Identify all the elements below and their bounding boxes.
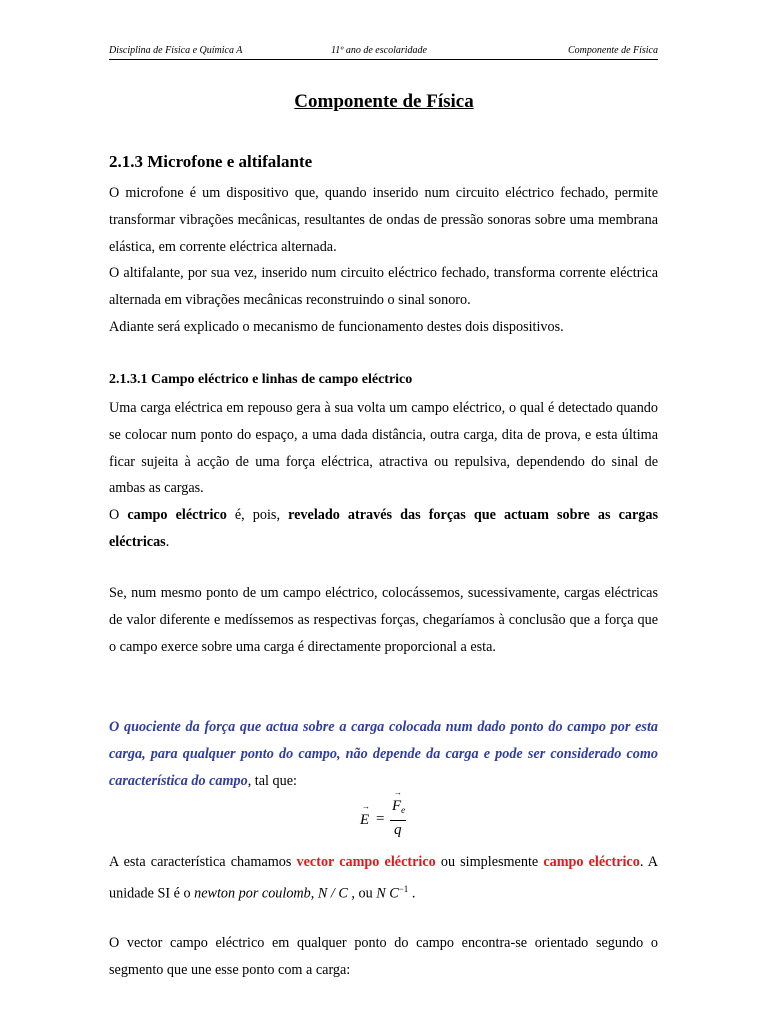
p2-text-c: é, pois,: [226, 507, 289, 523]
vector-arrow-icon: →: [394, 788, 402, 797]
formula-numerator: [392, 798, 405, 815]
p5-campo-electrico: campo eléctrico: [543, 854, 640, 870]
p5-text-i: , ou: [347, 885, 377, 902]
section-heading: 2.1.3 Microfone e altifalante: [109, 152, 313, 171]
p2-revelado-bold: revelado através das forças que actuam sobre as cargas eléctricas: [109, 507, 658, 550]
p5-vector-campo-electrico: vector campo eléctrico: [296, 854, 436, 870]
p2-text-a: O: [109, 507, 128, 523]
section-paragraph-1: O microfone é um dispositivo que, quando inserido num circuito eléctrico fechado, permite transformar vibrações mecânicas, resultantes de ondas de pressão sonoras sobre uma membrana elástica, em corrente eléctrica alternada.: [109, 185, 658, 255]
p4-text-end: , tal que:: [247, 772, 297, 789]
subsection-paragraph-4: [109, 714, 658, 794]
fraction-bar: [390, 820, 406, 821]
subsection-paragraph-2: [109, 502, 658, 556]
p5-unit-n-per-c: N / C: [317, 885, 348, 902]
page-header: [109, 44, 658, 60]
formula-force: F: [392, 798, 402, 814]
header-school-year: 11º ano de escolaridade: [331, 45, 427, 56]
header-component: Componente de Física: [568, 45, 658, 56]
p2-campo-electrico: campo eléctrico: [127, 507, 227, 523]
p5-text-g: ,: [310, 885, 318, 902]
vector-arrow-icon: →: [362, 802, 370, 811]
section-paragraph-2: O altifalante, por sua vez, inserido num circuito eléctrico fechado, transforma corrente eléctrica alternada em vibrações mecânicas reconstruindo o sinal sonoro.: [109, 265, 658, 308]
p5-text-c: ou simplesmente: [435, 854, 544, 870]
formula-force-subscript: e: [401, 805, 406, 815]
subsection-heading: 2.1.3.1 Campo eléctrico e linhas de campo eléctrico: [109, 372, 413, 387]
p5-text-l: .: [408, 885, 416, 902]
p5-text-a: A esta característica chamamos: [109, 854, 297, 870]
p2-text-e: .: [165, 533, 170, 550]
p4-definition-highlight: O quociente da força que actua sobre a carga colocada num dado ponto do campo por esta carga, para qualquer ponto do campo, não depende da carga e pode ser considerado como característica do campo: [109, 719, 658, 789]
formula-denominator: q: [394, 822, 402, 838]
formula-lhs: E: [360, 812, 370, 828]
subsection-paragraph-1: Uma carga eléctrica em repouso gera à sua volta um campo eléctrico, o qual é detectado quando se colocar num ponto do espaço, a uma dada distância, outra carga, dita de prova, e esta última ficar sujeita à acção de uma força eléctrica, atractiva ou repulsiva, dependendo do sinal de ambas as cargas.: [109, 400, 658, 497]
page-title: Componente de Física: [294, 91, 474, 112]
p5-unit-exponent: −1: [398, 883, 409, 894]
subsection-paragraph-6: O vector campo eléctrico em qualquer ponto do campo encontra-se orientado segundo o segmento que une esse ponto com a carga:: [109, 935, 658, 978]
header-discipline: Disciplina de Física e Química A: [109, 45, 243, 56]
electric-field-formula: [352, 788, 432, 846]
section-paragraph-3: Adiante será explicado o mecanismo de funcionamento destes dois dispositivos.: [109, 319, 564, 335]
p5-unit-n-c: N C: [376, 885, 399, 902]
formula-equals: =: [376, 811, 385, 827]
subsection-paragraph-3: Se, num mesmo ponto de um campo eléctrico, colocássemos, sucessivamente, cargas eléctricas de valor diferente e medíssemos as respectivas forças, chegaríamos à conclusão que a força que o campo exerce sobre uma carga é directamente proporcional a esta.: [109, 585, 658, 655]
subsection-paragraph-5: [109, 849, 658, 907]
p5-newton-por-coulomb: newton por coulomb: [194, 885, 311, 902]
p5-text-e: . A unidade SI é o: [109, 854, 658, 902]
